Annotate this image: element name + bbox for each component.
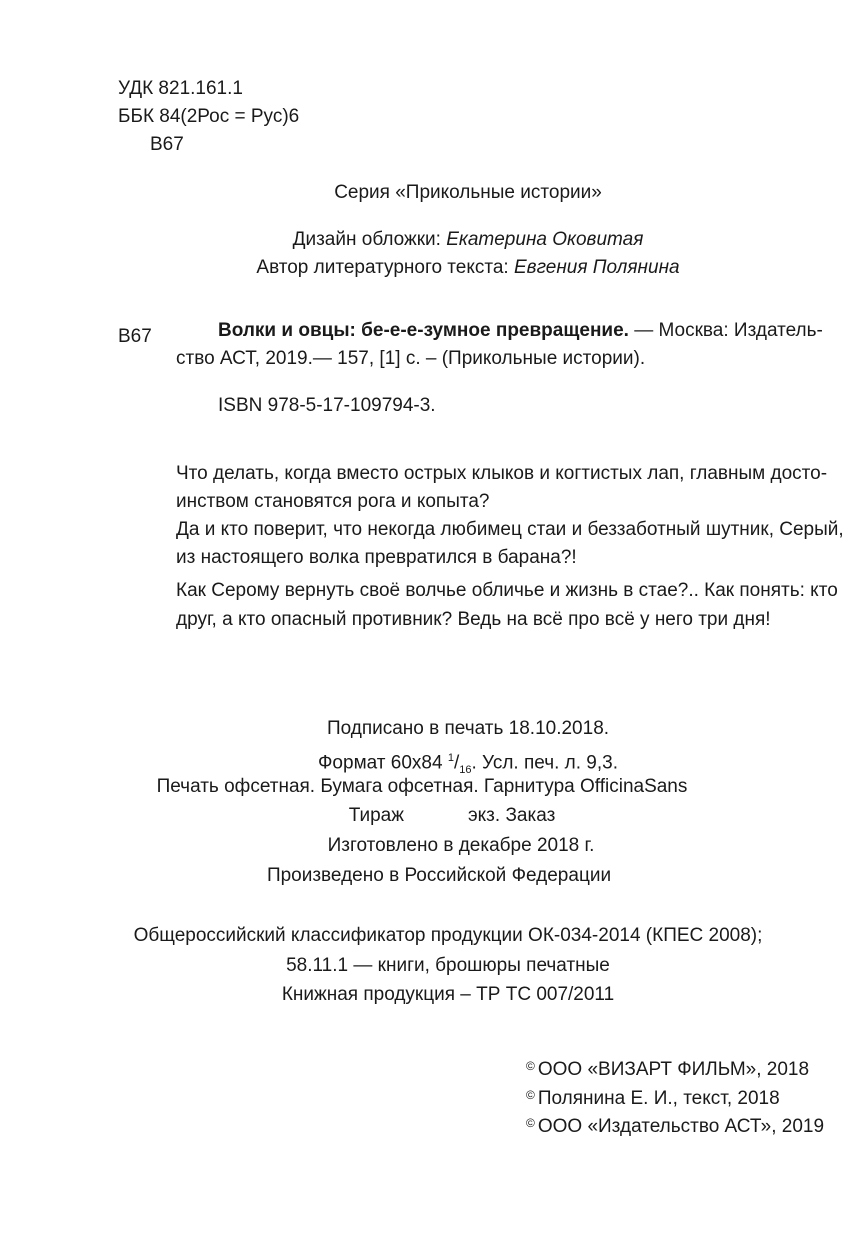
cover-credit-label: Дизайн обложки: xyxy=(292,229,447,250)
format-prefix: Формат 60х84 xyxy=(317,752,448,774)
bbk-code: ББК 84(2Рос = Рус)6 xyxy=(118,106,300,127)
classifier-line: Общероссийский классификатор продукции ОК-034-2014 (КПЕС 2008); xyxy=(133,925,763,946)
print-run xyxy=(0,803,844,829)
country-of-production: Произведено в Российской Федерации xyxy=(266,865,612,886)
text-credit xyxy=(0,255,844,281)
signed-to-print: Подписано в печать 18.10.2018. xyxy=(326,718,610,739)
isbn: ISBN 978-5-17-109794-3. xyxy=(218,395,436,416)
annotation-line: Да и кто поверит, что некогда любимец стаи и беззаботный шутник, Серый, xyxy=(176,519,844,540)
print-run-label: Тираж xyxy=(348,805,404,826)
catalog-line-1 xyxy=(218,318,823,344)
cover-credit xyxy=(0,227,844,253)
annotation-line: друг, а кто опасный противник? Ведь на всё про всё у него три дня! xyxy=(176,609,771,630)
copyright-line xyxy=(526,1053,809,1083)
classifier-line: Книжная продукция – ТР ТС 007/2011 xyxy=(281,984,615,1005)
annotation-line: Что делать, когда вместо острых клыков и когтистых лап, главным досто- xyxy=(176,463,828,484)
text-credit-name: Евгения Полянина xyxy=(514,257,680,278)
catalog-mark: В67 xyxy=(118,326,152,347)
copyright-text: ООО «ВИЗАРТ ФИЛЬМ», 2018 xyxy=(537,1059,810,1080)
print-run-units: экз. Заказ xyxy=(467,805,556,826)
copyright-symbol: © xyxy=(526,1088,535,1102)
format-suffix: . Усл. печ. л. 9,3. xyxy=(471,752,618,774)
copyright-text: Полянина Е. И., текст, 2018 xyxy=(537,1088,780,1109)
copyright-symbol: © xyxy=(526,1059,535,1073)
text-credit-label: Автор литературного текста: xyxy=(256,257,514,278)
publisher-info: — Москва: Издатель- xyxy=(628,320,823,341)
annotation-line: из настоящего волка превратился в барана?! xyxy=(176,547,577,568)
print-info: Печать офсетная. Бумага офсетная. Гарнитура OfficinaSans xyxy=(156,776,688,797)
annotation-line: инством становятся рога и копыта? xyxy=(176,491,490,512)
copyright-line xyxy=(526,1082,780,1112)
format-numerator: 1 xyxy=(447,752,454,764)
catalog-line-2: ство АСТ, 2019.— 157, [1] с. – (Прикольные истории). xyxy=(176,348,646,369)
series-line: Серия «Прикольные истории» xyxy=(334,182,602,203)
copyright-symbol: © xyxy=(526,1116,535,1130)
cover-credit-name: Екатерина Оковитая xyxy=(446,229,644,250)
classifier-line: 58.11.1 — книги, брошюры печатные xyxy=(286,955,610,976)
format-denominator: 16 xyxy=(459,764,472,777)
annotation-line: Как Серому вернуть своё волчье обличье и жизнь в стае?.. Как понять: кто xyxy=(176,580,838,601)
paper-format: Формат 60х84 $^1/_{16}$. Усл. печ. л. 9,3. xyxy=(317,752,618,777)
copyright-text: ООО «Издательство АСТ», 2019 xyxy=(537,1116,825,1137)
udk-code: УДК 821.161.1 xyxy=(118,78,243,99)
copyright-line xyxy=(526,1110,824,1140)
author-mark: В67 xyxy=(150,134,184,155)
manufactured-date: Изготовлено в декабре 2018 г. xyxy=(327,835,595,856)
book-title: Волки и овцы: бе-е-е-зумное превращение. xyxy=(218,320,629,341)
